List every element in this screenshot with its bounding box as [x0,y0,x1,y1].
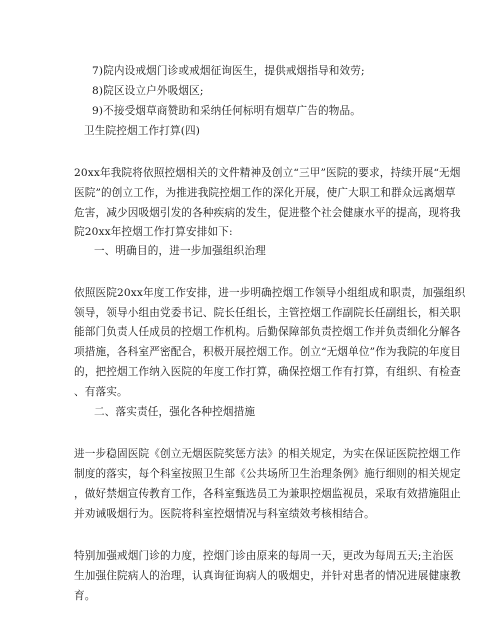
paragraph-line: 进一步稳固医院《创立无烟医院奖惩方法》的相关规定，为实在保证医院控烟工作 [74,448,461,460]
list-item: 9)不接受烟草商赞助和采纳任何标明有烟草广告的物品。 [92,105,362,117]
paragraph-line: 领导，领导小组由党委书记、院长任组长，主管控烟工作副院长任副组长，相关职 [74,307,461,319]
paragraph-line: 能部门负责人任成员的控烟工作机构。后勤保障部负责控烟工作并负责细化分解各 [74,326,461,338]
paragraph-line: ，做好禁烟宣传教育工作，各科室甄选员工为兼职控烟监视员，采取有效措施阻止 [74,488,461,500]
paragraph-line: 育。 [74,590,96,602]
list-item: 8)院区设立户外吸烟区; [92,85,204,97]
intro-line: 20xx年我院将依照控烟相关的文件精神及创立“三甲”医院的要求，持续开展“无烟 [74,167,461,179]
intro-line: 危害，减少因吸烟引发的各种疾病的发生，促进整个社会健康水平的提高，现将我 [74,207,461,219]
section-heading: 一、明确目的，进一步加强组织治理 [94,245,266,257]
intro-line: 院20xx年控烟工作打算安排如下: [74,226,233,238]
paragraph-line: 的，把控烟工作纳入医院的年度工作打算，确保控烟工作有打算，有组织、有检查 [74,366,461,378]
paragraph-line: 并劝诫吸烟行为。医院将科室控烟情况与科室绩效考核相结合。 [74,508,375,520]
paragraph-line: 特别加强戒烟门诊的力度，控烟门诊由原来的每周一天，更改为每周五天;主治医 [74,550,454,562]
list-item: 7)院内设戒烟门诊或戒烟征询医生，提供戒烟指导和效劳; [92,65,365,77]
intro-line: 医院”的创立工作，为推进我院控烟工作的深化开展，使广大职工和群众远离烟草 [74,187,456,199]
paragraph-line: 依照医院20xx年度工作安排，进一步明确控烟工作领导小组组成和职责，加强组织 [74,287,466,299]
section-heading: 二、落实责任，强化各种控烟措施 [94,406,256,418]
paragraph-line: 制度的落实，每个科室按照卫生部《公共场所卫生治理条例》施行细则的相关规定 [74,468,461,480]
paragraph-line: 、有落实。 [74,386,128,398]
paragraph-line: 生加强住院病人的治理，认真询征询病人的吸烟史，并针对患者的情况进展健康教 [74,570,461,582]
section-title: 卫生院控烟工作打算(四) [84,125,201,137]
paragraph-line: 项措施，各科室严密配合，积极开展控烟工作。创立“无烟单位”作为我院的年度目 [74,346,462,358]
